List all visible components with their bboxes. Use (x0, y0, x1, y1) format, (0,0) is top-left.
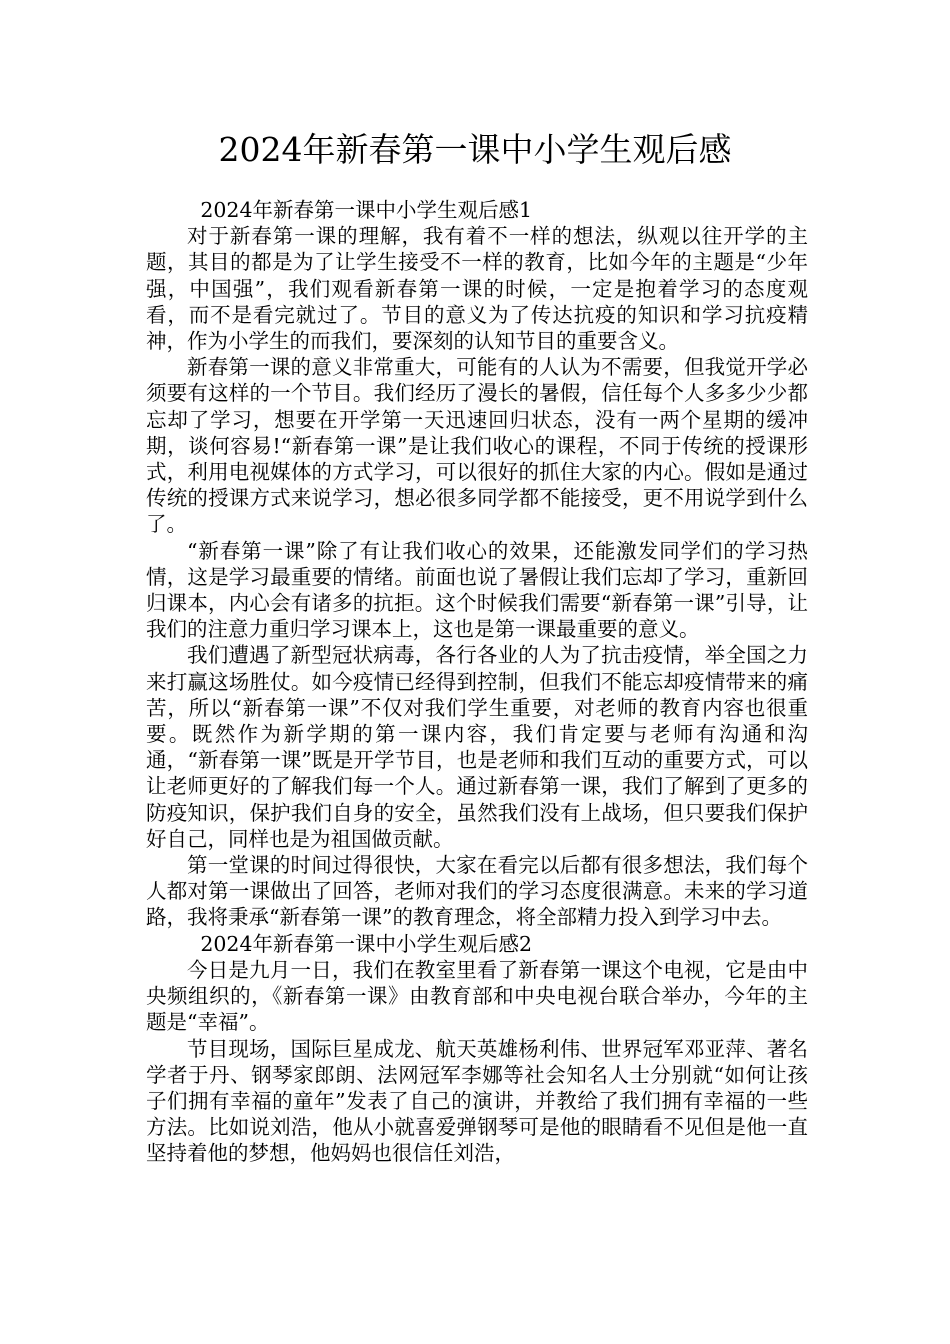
document-body (146, 197, 808, 1167)
paragraph: 我们遭遇了新型冠状病毒，各行各业的人为了抗击疫情，举全国之力来打赢这场胜仗。如今疫情已经得到控制，但我们不能忘却疫情带来的痛苦，所以“新春第一课”不仅对我们学生重要，对老师的教育内容也很重要。既然作为新学期的第一课内容，我们肯定要与老师有沟通和沟通，“新春第一课”既是开学节目，也是老师和我们互动的重要方式，可以让老师更好的了解我们每一个人。通过新春第一课，我们了解到了更多的防疫知识，保护我们自身的安全，虽然我们没有上战场，但只要我们保护好自己，同样也是为祖国做贡献。 (146, 643, 808, 851)
paragraph: 第一堂课的时间过得很快，大家在看完以后都有很多想法，我们每个人都对第一课做出了回答，老师对我们的学习态度很满意。未来的学习道路，我将秉承“新春第一课”的教育理念，将全部精力投入到学习中去。 (146, 853, 808, 930)
paragraph: 对于新春第一课的理解，我有着不一样的想法，纵观以往开学的主题，其目的都是为了让学生接受不一样的教育，比如今年的主题是“少年强，中国强”，我们观看新春第一课的时候，一定是抱着学习的态度观看，而不是看完就过了。节目的意义为了传达抗疫的知识和学习抗疫精神，作为小学生的而我们，要深刻的认知节目的重要含义。 (146, 224, 808, 354)
section-heading-2: 2024年新春第一课中小学生观后感2 (200, 931, 533, 956)
paragraph: 今日是九月一日，我们在教室里看了新春第一课这个电视，它是由中央频组织的，《新春第一课》由教育部和中央电视台联合举办，今年的主题是“幸福”。 (146, 957, 808, 1035)
section-heading-1: 2024年新春第一课中小学生观后感1 (200, 198, 533, 222)
paragraph: 新春第一课的意义非常重大，可能有的人认为不需要，但我觉开学必须要有这样的一个节目。我们经历了漫长的暑假，信任每个人多多少少都忘却了学习，想要在开学第一天迅速回归状态，没有一两个星期的缓冲期，谈何容易!“新春第一课”是让我们收心的课程，不同于传统的授课形式，利用电视媒体的方式学习，可以很好的抓住大家的内心。假如是通过传统的授课方式来说学习，想必很多同学都不能接受，更不用说学到什么了。 (146, 355, 808, 537)
paragraph: “新春第一课”除了有让我们收心的效果，还能激发同学们的学习热情，这是学习最重要的情绪。前面也说了暑假让我们忘却了学习，重新回归课本，内心会有诸多的抗拒。这个时候我们需要“新春第一课”引导，让我们的注意力重归学习课本上，这也是第一课最重要的意义。 (146, 538, 808, 642)
document-title: 2024年新春第一课中小学生观后感 (218, 130, 732, 169)
paragraph: 节目现场，国际巨星成龙、航天英雄杨利伟、世界冠军邓亚萍、著名学者于丹、钢琴家郎朗、法网冠军李娜等社会知名人士分别就“如何让孩子们拥有幸福的童年”发表了自己的演讲，并教给了我们拥有幸福的一些方法。比如说刘浩，他从小就喜爱弹钢琴可是他的眼睛看不见但是他一直坚持着他的梦想，他妈妈也很信任刘浩， (146, 1036, 808, 1166)
